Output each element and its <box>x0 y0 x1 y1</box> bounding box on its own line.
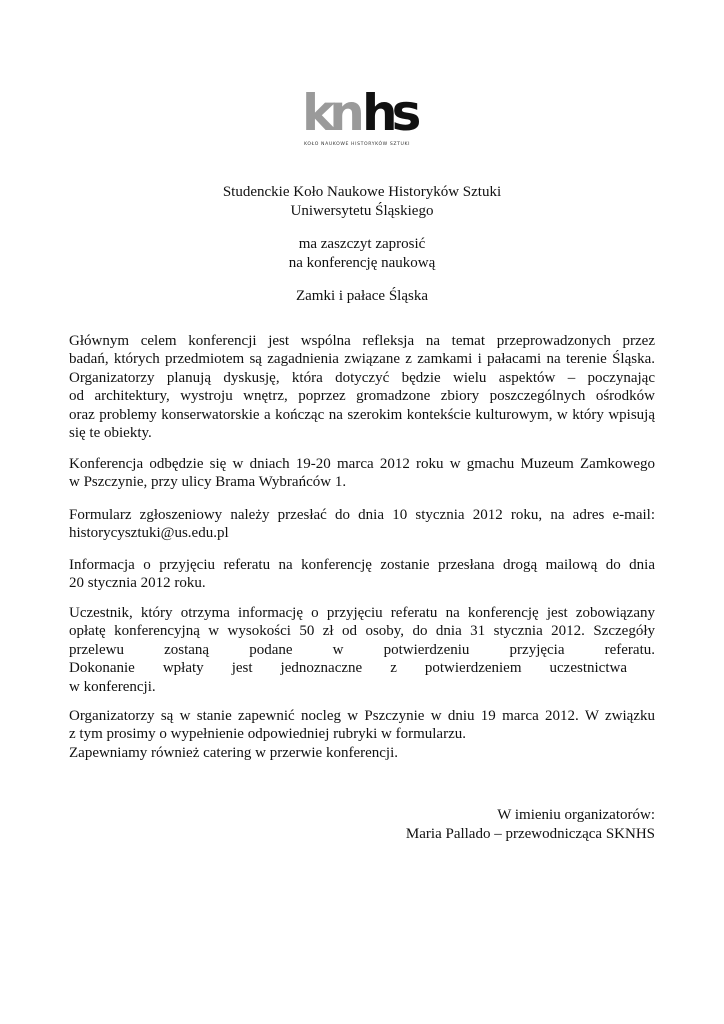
body-paragraph <box>69 707 655 762</box>
paragraph-line: Zapewniamy również catering w przerwie konferencji. <box>69 744 399 761</box>
org-line-2: Uniwersytetu Śląskiego <box>290 202 434 219</box>
body-paragraph <box>69 506 655 543</box>
body-paragraph <box>69 604 655 696</box>
paragraph-line: w Pszczynie, przy ulicy Brama Wybrańców 1. <box>69 474 347 491</box>
paragraph-line: Konferencja odbędzie się w dniach 19-20 marca 2012 roku w gmachu Muzeum Zamkowego <box>69 456 655 472</box>
body-paragraph <box>69 556 655 593</box>
logo-mark-black: hs <box>362 88 416 142</box>
paragraph-line: oraz problemy konserwatorskie a kończąc na szerokim kontekście kulturowym, w który wpisują <box>69 406 655 423</box>
org-line-1: Studenckie Koło Naukowe Historyków Sztuki <box>222 184 502 200</box>
body-paragraph <box>69 332 655 442</box>
conference-title: Zamki i pałace Śląska <box>295 288 429 304</box>
invite-line-1: ma zaszczyt zaprosić <box>298 236 426 252</box>
paragraph-line: z tym prosimy o wypełnienie odpowiedniej rubryki w formularzu. <box>69 726 466 743</box>
paragraph-line: Dokonanie wpłaty jest jednoznaczne z potwierdzeniem uczestnictwa <box>69 660 627 677</box>
paragraph-line: 20 stycznia 2012 roku. <box>69 575 206 592</box>
sknhs-logo <box>300 88 430 148</box>
paragraph-line: Uczestnik, który otrzyma informację o przyjęciu referatu na konferencję jest zobowiązany <box>69 605 655 621</box>
signature-line-1: W imieniu organizatorów: <box>497 807 655 823</box>
logo-subtitle: KOŁO NAUKOWE HISTORYKÓW SZTUKI <box>304 142 411 147</box>
paragraph-line: badań, których przedmiotem są zagadnienia związane z zamkami i pałacami na terenie Śląska. <box>69 351 655 368</box>
paragraph-line: od architektury, wystroju wnętrz, poprzez gromadzone zbiory poszczególnych ośrodków <box>69 388 655 405</box>
paragraph-line: przelewu zostaną podane w potwierdzeniu przyjęcia referatu. <box>69 641 655 658</box>
paragraph-line: Formularz zgłoszeniowy należy przesłać do dnia 10 stycznia 2012 roku, na adres e-mail: <box>69 507 655 523</box>
logo-mark-grey: kn <box>302 88 359 142</box>
org-name <box>0 183 724 220</box>
paragraph-line: historycysztuki@us.edu.pl <box>69 525 229 542</box>
body-paragraph <box>69 455 655 492</box>
paragraph-line: Organizatorzy są w stanie zapewnić nocleg w Pszczynie w dniu 19 marca 2012. W związku <box>69 708 655 724</box>
signature <box>406 806 655 843</box>
paragraph-line: Organizatorzy planują dyskusję, która dotyczyć będzie wielu aspektów – poczynając <box>69 369 655 386</box>
paragraph-line: opłatę konferencyjną w wysokości 50 zł od osoby, do dnia 31 stycznia 2012. Szczegóły <box>69 623 655 640</box>
invite-line-2: na konferencję naukową <box>288 254 436 271</box>
paragraph-line: Informacja o przyjęciu referatu na konferencję zostanie przesłana drogą mailową do dnia <box>69 557 655 573</box>
signature-line-2: Maria Pallado – przewodnicząca SKNHS <box>405 825 655 842</box>
paragraph-line: Głównym celem konferencji jest wspólna refleksja na temat przeprowadzonych przez <box>69 333 655 349</box>
invitation <box>0 235 724 272</box>
paragraph-line: w konferencji. <box>69 678 156 695</box>
paragraph-line: się te obiekty. <box>69 424 152 441</box>
